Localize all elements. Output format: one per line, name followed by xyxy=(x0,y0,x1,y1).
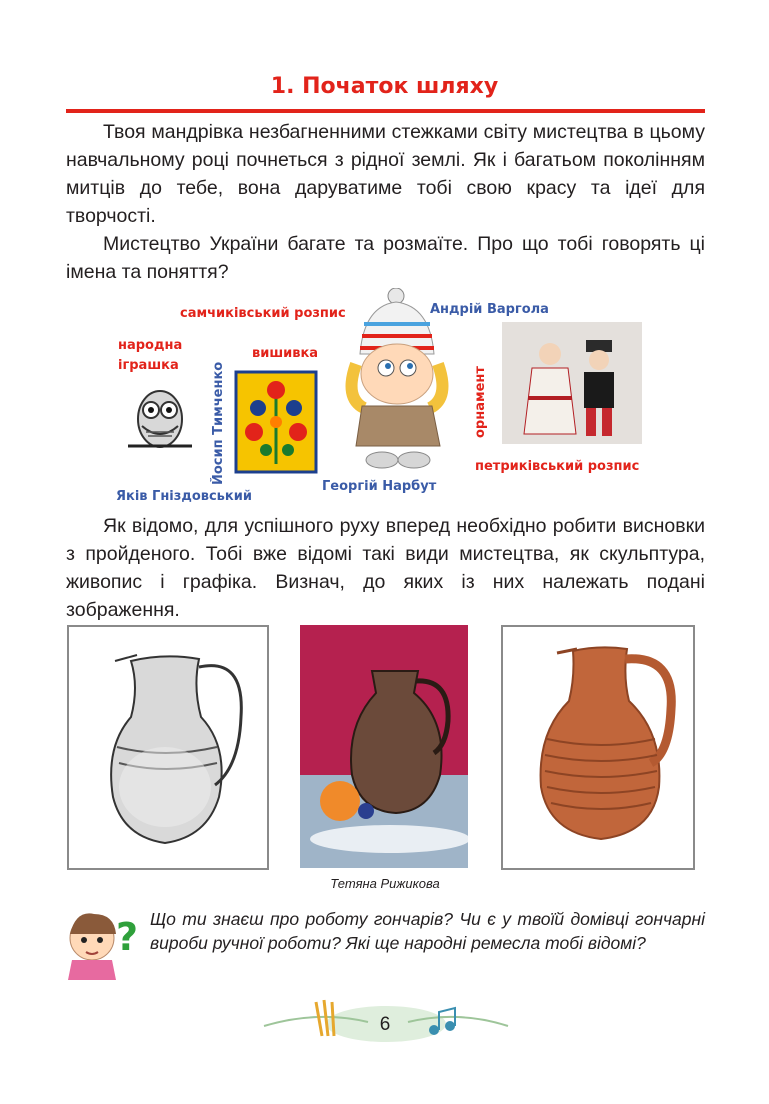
label-yakiv: Яків Гніздовський xyxy=(116,489,252,504)
pencil-jug-icon xyxy=(69,627,267,868)
page-number: 6 xyxy=(379,1014,391,1035)
label-ornament: орнамент xyxy=(473,366,488,438)
question-text: Що ти знаєш про роботу гончарів? Чи є у твоїй домівці гончарні вироби ручної роботи? Які ще народні ремесла тобі відомі? xyxy=(150,909,705,953)
label-vyshyvka: вишивка xyxy=(252,346,319,361)
label-yosyp: Йосип Тимченко xyxy=(211,361,226,485)
thinking-girl-icon xyxy=(62,908,142,980)
owl-toy-icon xyxy=(128,384,192,454)
clay-jug-frame xyxy=(501,625,695,870)
label-toy-2: іграшка xyxy=(118,358,179,373)
question-mark-icon: ? xyxy=(116,915,139,959)
third-paragraph: Як відомо, для успішного руху вперед необхідно робити висновки з пройденого. Тобі вже відомі такі види мистецтва, як скульптура, живопис і графіка. Визнач, до яких із них належать подані зображення. xyxy=(66,515,705,621)
clay-jug-icon xyxy=(503,627,693,868)
embroidery-icon xyxy=(232,368,320,476)
label-samchykivskyi: самчиківський розпис xyxy=(180,306,346,321)
second-paragraph: Мистецтво України багате та розмаїте. Про що тобі говорять ці імена та поняття? xyxy=(66,233,705,283)
dolls-photo-icon xyxy=(502,322,642,444)
painted-jug-icon xyxy=(300,625,468,868)
girl-in-hat-icon xyxy=(334,288,460,472)
pencil-jug-frame xyxy=(67,625,269,870)
label-andrii: Андрій Варгола xyxy=(430,302,549,317)
painting-caption: Тетяна Рижикова xyxy=(330,876,440,891)
label-petrykivskyi: петриківський розпис xyxy=(475,459,640,474)
title-underline xyxy=(66,109,705,113)
intro-paragraph: Твоя мандрівка незбагненними стежками світу мистецтва в цьому навчальному році почнеться з рідної землі. Як і багатьом поколінням митців до тебе, вона даруватиме тобі свою красу та ідеї для творчості. xyxy=(66,121,705,227)
label-toy-1: народна xyxy=(118,338,183,353)
page-title: 1. Початок шляху xyxy=(270,74,499,99)
label-heorhii: Георгій Нарбут xyxy=(322,479,437,494)
painted-jug-frame xyxy=(300,625,468,868)
